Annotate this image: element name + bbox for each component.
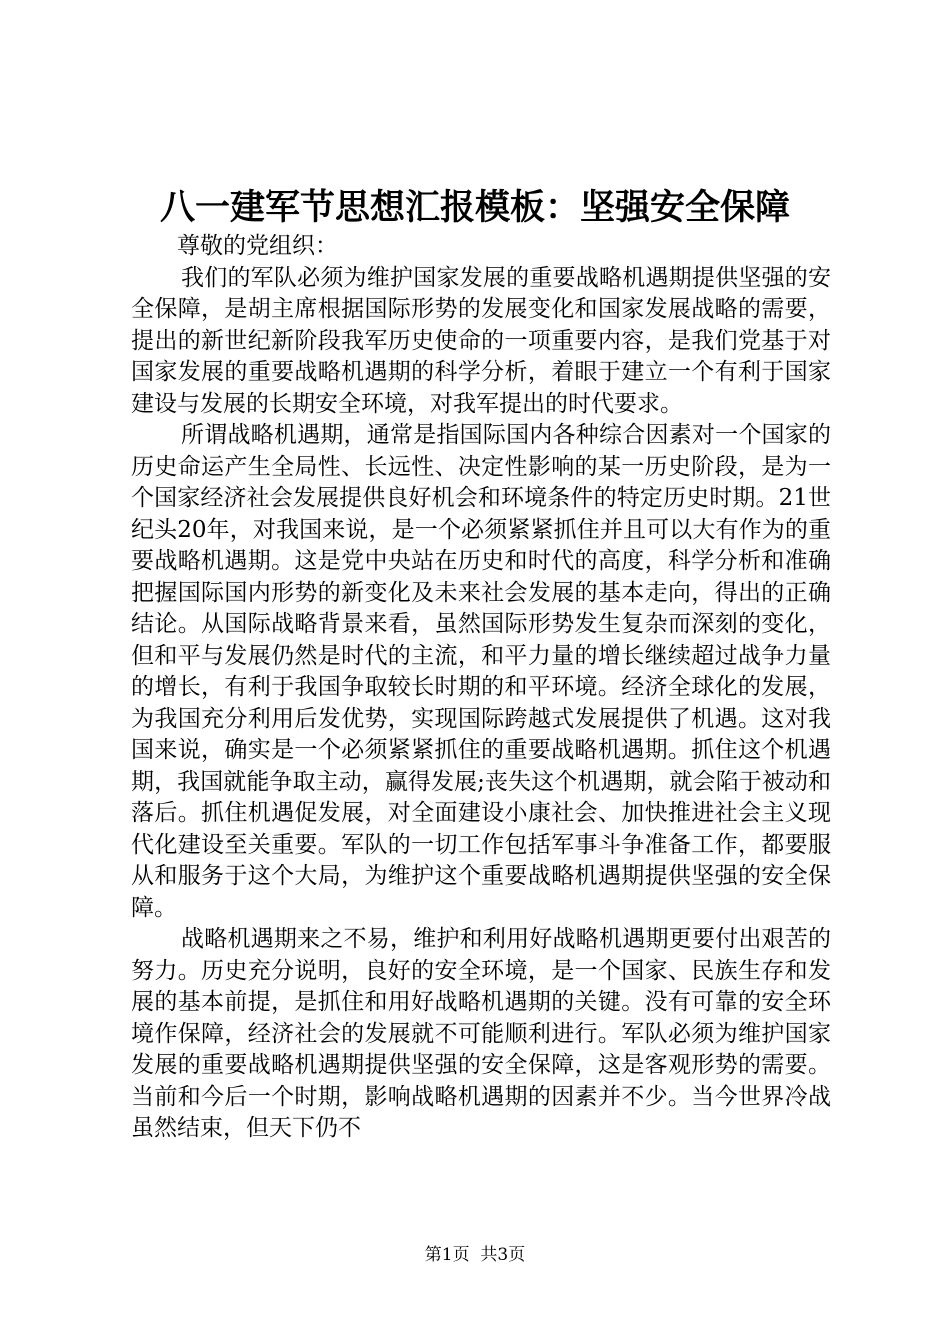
- document-title: 八一建军节思想汇报模板：坚强安全保障: [159, 187, 790, 228]
- paragraph-2: 所谓战略机遇期，通常是指国际国内各种综合因素对一个国家的历史命运产生全局性、长远性、决定性影响的某一历史阶段，是为一个国家经济社会发展提供良好机会和环境条件的特定历史时期。21世纪头20年，对我国来说，是一个必须紧紧抓住并且可以大有作为的重要战略机遇期。这是党中央站在历史和时代的高度，科学分析和准确把握国际国内形势的新变化及未来社会发展的基本走向，得出的正确结论。从国际战略背景来看，虽然国际形势发生复杂而深刻的变化，但和平与发展仍然是时代的主流，和平力量的增长继续超过战争力量的增长，有利于我国争取较长时期的和平环境。经济全球化的发展，为我国充分利用后发优势，实现国际跨越式发展提供了机遇。这对我国来说，确实是一个必须紧紧抓住的重要战略机遇期。抓住这个机遇期，我国就能争取主动，赢得发展;丧失这个机遇期，就会陷于被动和落后。抓住机遇促发展，对全面建设小康社会、加快推进社会主义现代化建设至关重要。军队的一切工作包括军事斗争准备工作，都要服从和服务于这个大局，为维护这个重要战略机遇期提供坚强的安全保障。: [131, 422, 831, 921]
- page-footer: 第1页 共3页: [424, 1245, 526, 1265]
- paragraph-3: 战略机遇期来之不易，维护和利用好战略机遇期更要付出艰苦的努力。历史充分说明，良好的安全环境，是一个国家、民族生存和发展的基本前提，是抓住和用好战略机遇期的关键。没有可靠的安全环境作保障，经济社会的发展就不可能顺利进行。军队必须为维护国家发展的重要战略机遇期提供坚强的安全保障，这是客观形势的需要。当前和今后一个时期，影响战略机遇期的因素并不少。当今世界冷战虽然结束，但天下仍不: [131, 926, 831, 1141]
- document-body: [131, 231, 831, 1145]
- paragraph-1: 我们的军队必须为维护国家发展的重要战略机遇期提供坚强的安全保障，是胡主席根据国际形势的发展变化和国家发展战略的需要，提出的新世纪新阶段我军历史使命的一项重要内容，是我们党基于对国家发展的重要战略机遇期的科学分析，着眼于建立一个有利于国家建设与发展的长期安全环境，对我军提出的时代要求。: [131, 264, 831, 417]
- salutation: 尊敬的党组织：: [177, 233, 338, 259]
